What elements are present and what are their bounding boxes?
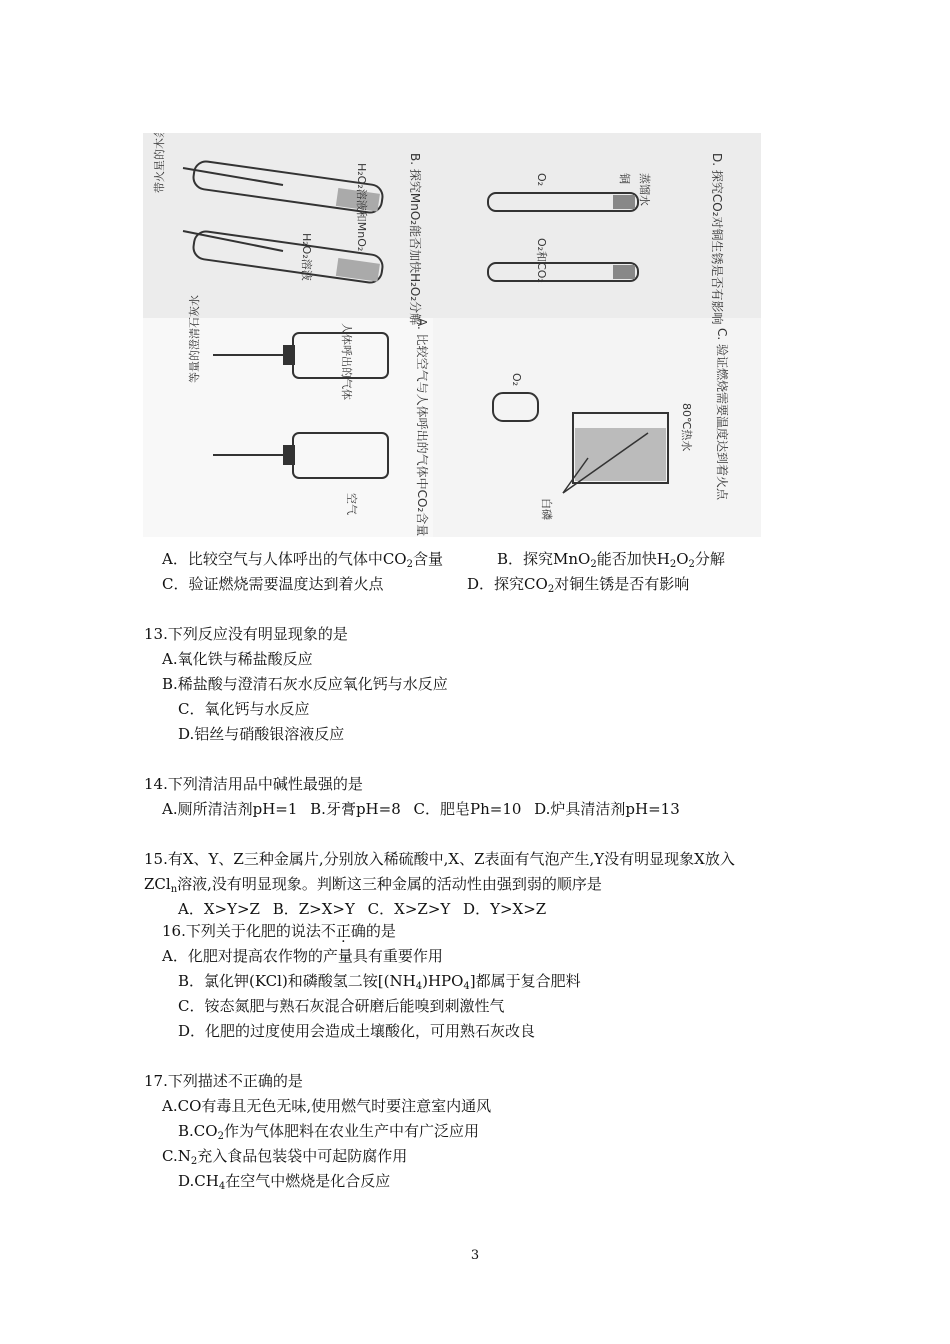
page-number: 3 — [470, 1248, 480, 1263]
d-water-label: 蒸馏水 — [638, 173, 651, 206]
q17-option-a: A.CO有毒且无色无味,使用燃气时要注意室内通风 — [162, 1097, 492, 1115]
q12-option-c: C．验证燃烧需要温度达到着火点 — [162, 575, 384, 593]
experiment-figure — [143, 133, 761, 537]
q13-option-c: C．氧化钙与水反应 — [178, 700, 310, 718]
c-phosphorus-label: 白磷 — [540, 498, 553, 520]
a-caption: A. 比较空气与人体呼出的气体中CO₂含量 — [415, 318, 429, 537]
d-caption: D. 探究CO₂对铜生锈是否有影响 — [710, 153, 724, 325]
q13-stem: 13.下列反应没有明显现象的是 — [144, 625, 348, 643]
q16-option-a: A．化肥对提高农作物的产量具有重要作用 — [162, 947, 443, 965]
q13-option-d: D.铝丝与硝酸银溶液反应 — [178, 725, 345, 743]
a-reagent-label: 等量的澄清石灰水 — [188, 295, 201, 383]
a-exhaled-label: 人体呼出的气体 — [340, 323, 353, 400]
c-o2-label: O₂ — [510, 373, 523, 387]
c-water-label: 80℃热水 — [680, 403, 693, 452]
q15-stem-line2: ZCl$_n$溶液,没有明显现象。判断这三种金属的活动性由强到弱的顺序是 — [144, 875, 602, 895]
q13-option-b: B.稀盐酸与澄清石灰水反应氧化钙与水反应 — [162, 675, 448, 693]
q16-option-d: D．化肥的过度使用会造成土壤酸化，可用熟石灰改良 — [178, 1022, 536, 1040]
d-copper-label: 铜 — [618, 173, 631, 184]
q14-stem: 14.下列清洁用品中碱性最强的是 — [144, 775, 363, 793]
d-o2-label: O₂ — [535, 173, 548, 187]
b-top-tube-label: H₂O₂溶液和MnO₂ — [355, 163, 368, 252]
experiment-diagrams — [143, 133, 761, 537]
q15-stem-line1: 15.有X、Y、Z三种金属片,分别放入稀硫酸中,X、Z表面有气泡产生,Y没有明显现象X放入 — [144, 850, 735, 868]
c-caption: C. 验证燃烧需要温度达到着火点 — [715, 328, 729, 501]
q16-option-c: C．铵态氮肥与熟石灰混合研磨后能嗅到刺激性气 — [178, 997, 505, 1015]
q17-option-d: $D.CH_4$在空气中燃烧是化合反应 — [178, 1172, 391, 1192]
b-splint-label: 带火星的木条 — [153, 133, 166, 193]
b-bottom-tube-label: H₂O₂溶液 — [300, 233, 313, 281]
q12-option-a: A．比较空气与人体呼出的气体中$CO_2$含量 — [162, 550, 443, 570]
q16-stem: 16.下列关于化肥的说法不正确的是 — [162, 922, 396, 940]
q14-options: A.厕所清洁剂pH=1 B.牙膏pH=8 C．肥皂Ph=10 D.炉具清洁剂pH=13 — [162, 800, 680, 818]
q16-option-b: B．氯化钾(KCl)和磷酸氢二铵$[(NH_4)HPO_4]$都属于复合肥料 — [178, 972, 581, 992]
d-o2co2-label: O₂和CO₂ — [535, 238, 548, 283]
q17-option-b: $B.CO_2$作为气体肥料在农业生产中有广泛应用 — [178, 1122, 479, 1142]
q17-stem: 17.下列描述不正确的是 — [144, 1072, 303, 1090]
a-air-label: 空气 — [345, 493, 358, 515]
b-caption: B. 探究MnO₂能否加快H₂O₂分解 — [408, 153, 422, 326]
q12-option-b: B．探究MnO$_2$能否加快$H_2O_2$分解 — [497, 550, 725, 570]
q17-option-c: $C.N_2$充入食品包装袋中可起防腐作用 — [162, 1147, 408, 1167]
q15-options: A．X>Y>Z B．Z>X>Y C．X>Z>Y D．Y>X>Z — [178, 900, 547, 918]
q13-option-a: A.氧化铁与稀盐酸反应 — [162, 650, 313, 668]
q16-emphasis: 不正确 — [320, 922, 366, 940]
q12-option-d: D．探究$CO_2$对铜生锈是否有影响 — [467, 575, 690, 595]
